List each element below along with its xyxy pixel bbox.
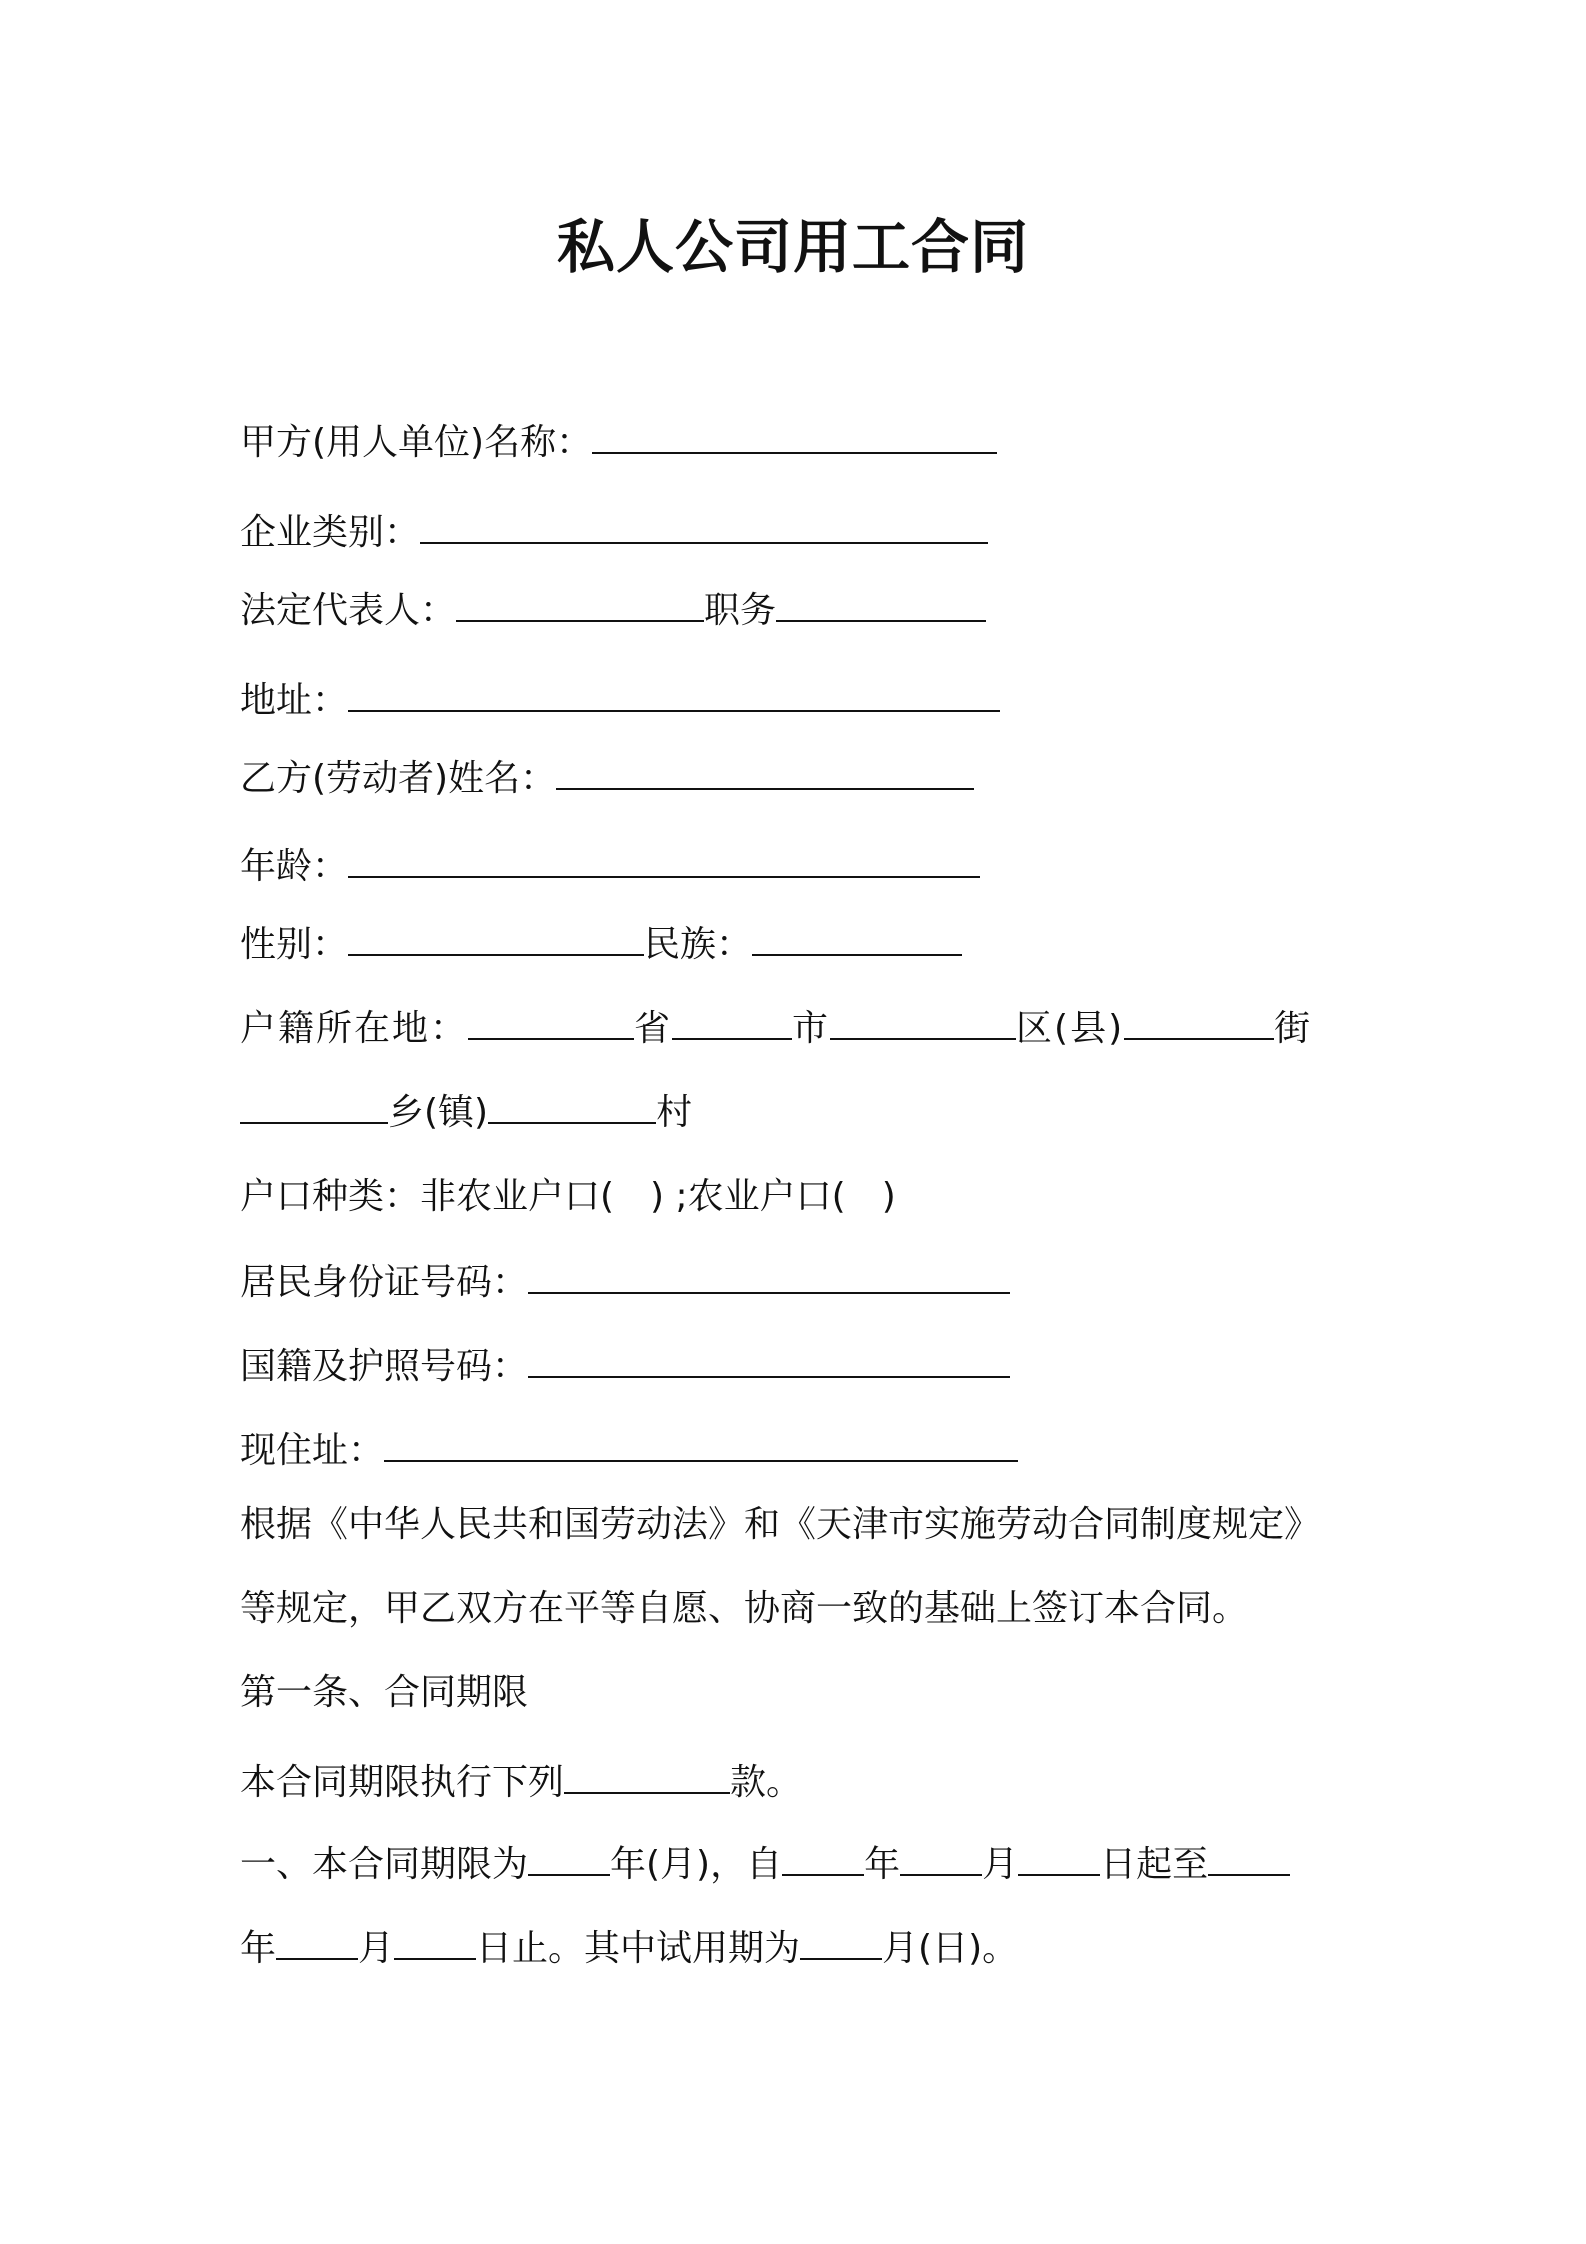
enterprise-type-line [240, 502, 988, 558]
field-label: 区(县) [1016, 1008, 1125, 1049]
article-one-heading: 第一条、合同期限 [240, 1672, 529, 1713]
field-label: 地址： [240, 680, 349, 721]
field-label: 日起至 [1100, 1844, 1209, 1885]
blank-field[interactable] [776, 580, 986, 622]
blank-field[interactable] [528, 1834, 610, 1876]
field-label: 日止。其中试用期为 [476, 1928, 801, 1969]
field-label: 月(日)。 [882, 1928, 1019, 1969]
household-type-line: 户口种类：非农业户口( ) ;农业户口( ) [240, 1176, 896, 1217]
blank-field[interactable] [456, 580, 704, 622]
field-label: 乙方(劳动者)姓名： [240, 758, 557, 799]
field-label: 户籍所在地： [240, 1008, 469, 1049]
field-label: 性别： [240, 924, 349, 965]
field-label: 年龄： [240, 846, 349, 887]
term-period-line-2 [240, 1918, 1018, 1974]
blank-field[interactable] [384, 1420, 1018, 1462]
blank-field[interactable] [488, 1082, 656, 1124]
gender-ethnicity-line [240, 914, 962, 970]
party-a-name-line [240, 412, 997, 468]
party-b-name-line [240, 748, 974, 804]
blank-field[interactable] [564, 1752, 730, 1794]
township-village-line [240, 1082, 692, 1138]
field-label: 甲方(用人单位)名称： [240, 422, 593, 463]
id-number-line [240, 1252, 1010, 1308]
blank-field[interactable] [1018, 1834, 1100, 1876]
field-label: 居民身份证号码： [240, 1262, 529, 1303]
blank-field[interactable] [276, 1918, 358, 1960]
current-address-line [240, 1420, 1018, 1476]
blank-field[interactable] [592, 412, 997, 454]
field-label: 民族： [644, 924, 753, 965]
blank-field[interactable] [900, 1834, 982, 1876]
blank-field[interactable] [348, 914, 644, 956]
blank-field[interactable] [348, 670, 1000, 712]
field-label: 市 [792, 1008, 831, 1049]
field-label: 企业类别： [240, 512, 421, 553]
field-label: 年 [240, 1928, 277, 1969]
blank-field[interactable] [800, 1918, 882, 1960]
field-label: 村 [656, 1092, 693, 1133]
address-line [240, 670, 1000, 726]
document-title: 私人公司用工合同 [556, 213, 1029, 281]
field-label: 款。 [730, 1762, 803, 1803]
blank-field[interactable] [528, 1252, 1010, 1294]
field-label: 乡(镇) [388, 1092, 489, 1133]
field-label: 一、本合同期限为 [240, 1844, 529, 1885]
field-label: 法定代表人： [240, 590, 457, 631]
preamble-line-2: 等规定，甲乙双方在平等自愿、协商一致的基础上签订本合同。 [240, 1588, 1249, 1629]
household-registration-line [240, 998, 1312, 1054]
field-label: 街 [1274, 1008, 1313, 1049]
preamble-line-1: 根据《中华人民共和国劳动法》和《天津市实施劳动合同制度规定》 [240, 1504, 1321, 1545]
age-line [240, 836, 980, 892]
field-label: 职务 [704, 590, 777, 631]
blank-field[interactable] [394, 1918, 476, 1960]
blank-field[interactable] [348, 836, 980, 878]
blank-field[interactable] [1208, 1834, 1290, 1876]
field-label: 现住址： [240, 1430, 385, 1471]
field-label: 年(月)，自 [610, 1844, 783, 1885]
legal-rep-line [240, 580, 986, 636]
field-label: 本合同期限执行下列 [240, 1762, 565, 1803]
blank-field[interactable] [420, 502, 988, 544]
blank-field[interactable] [752, 914, 962, 956]
blank-field[interactable] [830, 998, 1016, 1040]
field-label: 月 [358, 1928, 395, 1969]
passport-number-line [240, 1336, 1010, 1392]
blank-field[interactable] [782, 1834, 864, 1876]
blank-field[interactable] [1124, 998, 1274, 1040]
blank-field[interactable] [672, 998, 792, 1040]
blank-field[interactable] [556, 748, 974, 790]
field-label: 年 [864, 1844, 901, 1885]
term-clause-line [240, 1752, 802, 1808]
field-label: 国籍及护照号码： [240, 1346, 529, 1387]
blank-field[interactable] [528, 1336, 1010, 1378]
blank-field[interactable] [240, 1082, 388, 1124]
field-label: 月 [982, 1844, 1019, 1885]
blank-field[interactable] [468, 998, 634, 1040]
field-label: 省 [634, 1008, 673, 1049]
term-period-line-1 [240, 1834, 1290, 1890]
